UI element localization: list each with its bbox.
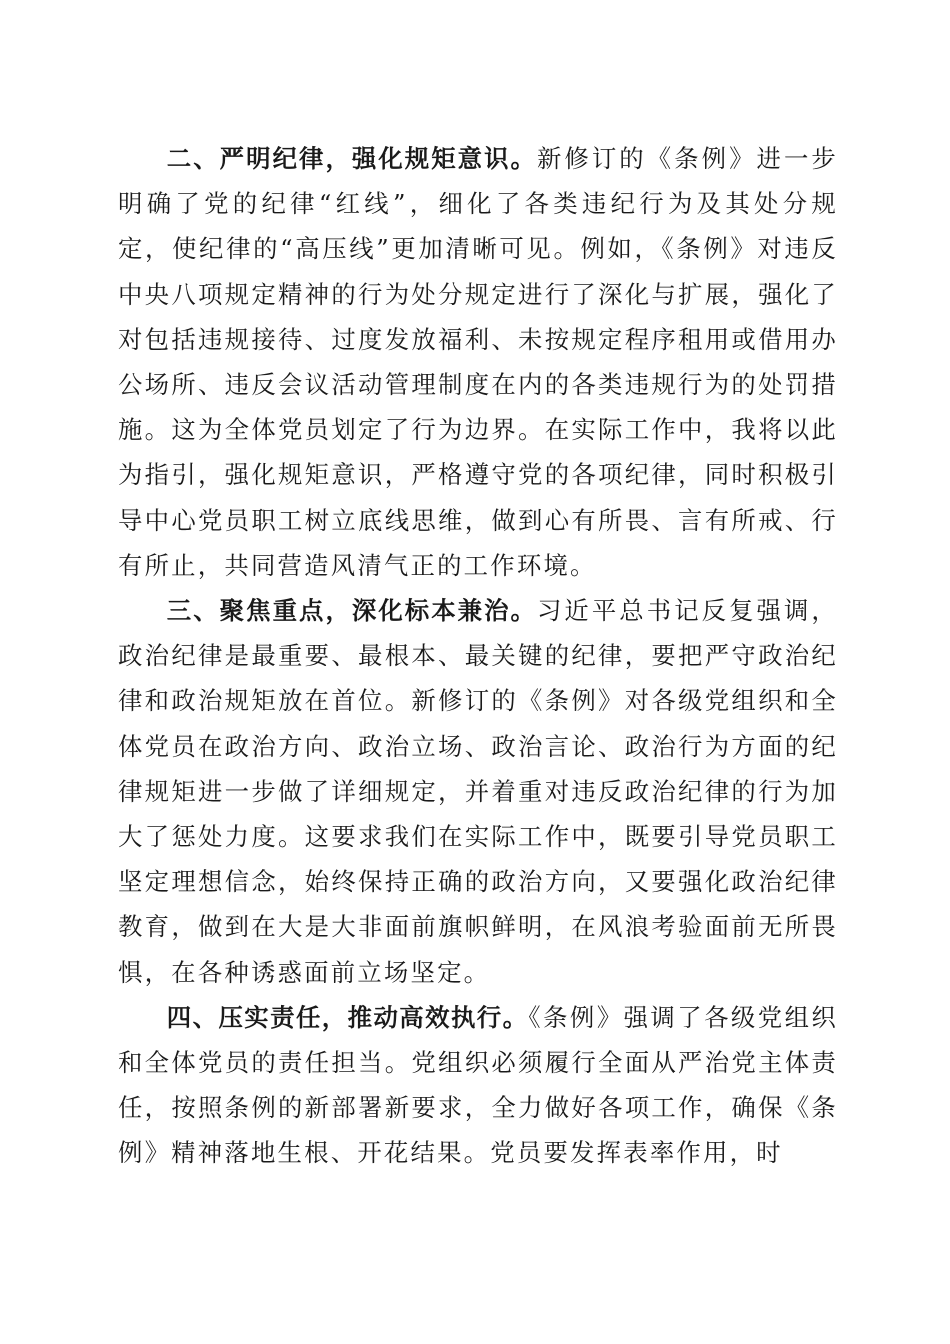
paragraph-heading: 三、聚焦重点，深化标本兼治。 [166, 596, 537, 626]
paragraph-text: 习近平总书记反复强调，政治纪律是最重要、最根本、最关键的纪律，要把严守政治纪律和政治规矩放在首位。新修订的《条例》对各级党组织和全体党员在政治方向、政治立场、政治言论、政治行为方面的纪律规矩进一步做了详细规定，并着重对违反政治纪律的行为加大了惩处力度。这要求我们在实际工作中，既要引导党员职工坚定理想信念，始终保持正确的政治方向，又要强化政治纪律教育，做到在大是大非面前旗帜鲜明，在风浪考验面前无所畏惧，在各种诱惑面前立场坚定。 [118, 596, 838, 987]
paragraph-text: 《条例》强调了各级党组织和全体党员的责任担当。党组织必须履行全面从严治党主体责任，按照条例的新部署新要求，全力做好各项工作，确保《条例》精神落地生根、开花结果。党员要发挥表率作用，时 [118, 1002, 838, 1168]
paragraph-focus [118, 588, 838, 995]
paragraph-discipline [118, 136, 838, 588]
paragraph-heading: 四、压实责任，推动高效执行。 [166, 1002, 529, 1032]
paragraph-heading: 二、严明纪律，强化规矩意识。 [166, 144, 537, 173]
paragraph-text: 新修订的《条例》进一步明确了党的纪律“红线”，细化了各类违纪行为及其处分规定，使纪律的“高压线”更加清晰可见。例如，《条例》对违反中央八项规定精神的行为处分规定进行了深化与扩展，强化了对包括违规接待、过度发放福利、未按规定程序租用或借用办公场所、违反会议活动管理制度在内的各类违规行为的处罚措施。这为全体党员划定了行为边界。在实际工作中，我将以此为指引，强化规矩意识，严格遵守党的各项纪律，同时积极引导中心党员职工树立底线思维，做到心有所畏、言有所戒、行有所止，共同营造风清气正的工作环境。 [118, 144, 838, 580]
document-body [118, 136, 838, 1176]
paragraph-responsibility [118, 995, 838, 1176]
